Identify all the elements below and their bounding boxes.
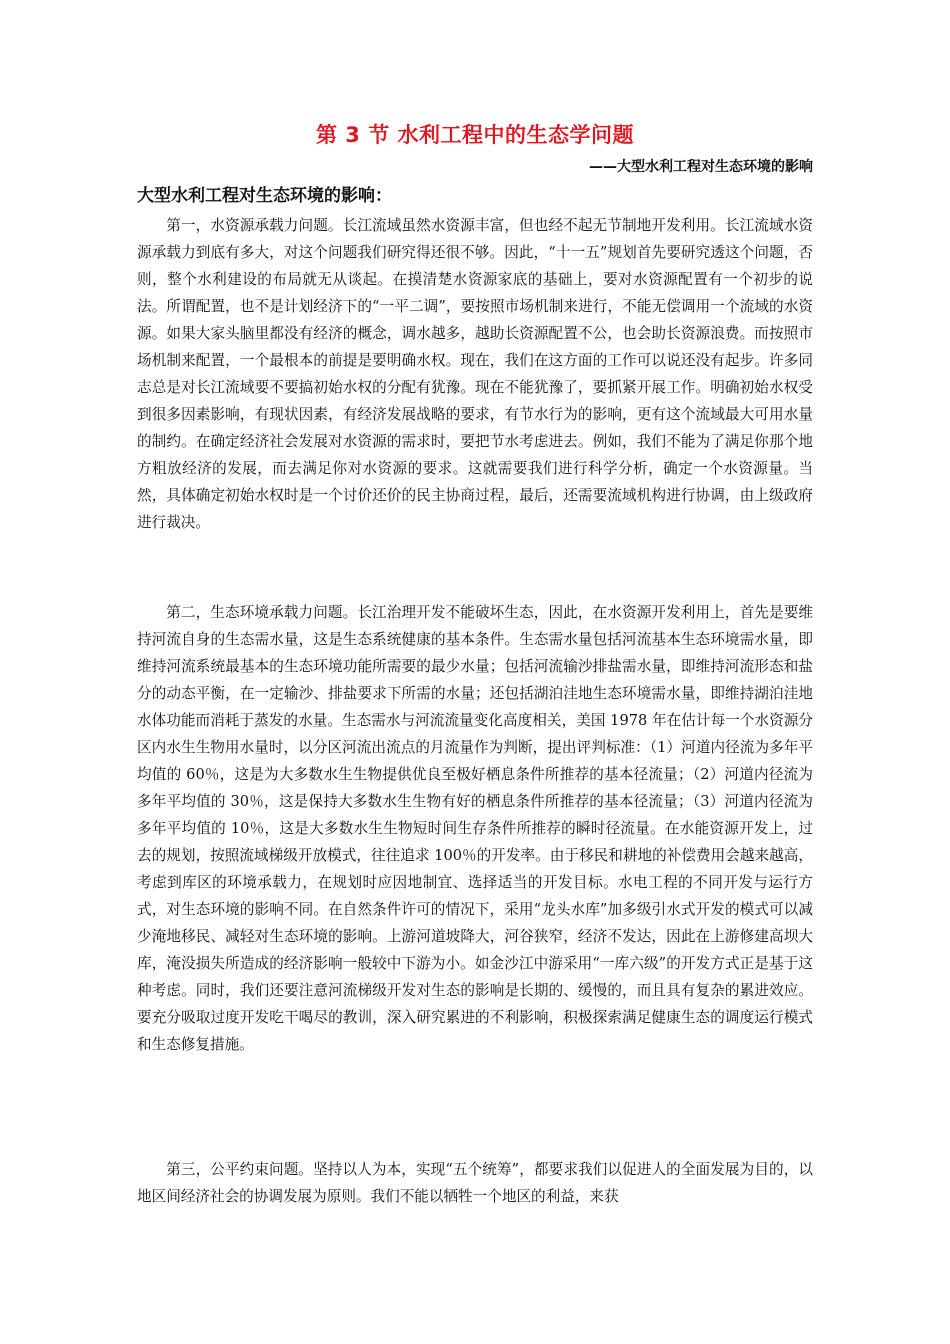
paragraph-water-resource-capacity: 第一，水资源承载力问题。长江流域虽然水资源丰富，但也经不起无节制地开发利用。长江流域水资源承载力到底有多大，对这个问题我们研究得还很不够。因此，“十一五”规划首先要研究透这个问题，否则，整个水利建设的布局就无从谈起。在摸清楚水资源家底的基础上，要对水资源配置有一个初步的说法。所谓配置，也不是计划经济下的“一平二调”，要按照市场机制来进行，不能无偿调用一个流域的水资源。如果大家头脑里都没有经济的概念，调水越多，越助长资源配置不公，也会助长资源浪费。而按照市场机制来配置，一个最根本的前提是要明确水权。现在，我们在这方面的工作可以说还没有起步。许多同志总是对长江流域要不要搞初始水权的分配有犹豫。现在不能犹豫了，要抓紧开展工作。明确初始水权受到很多因素影响，有现状因素，有经济发展战略的要求，有节水行为的影响，更有这个流域最大可用水量的制约。在确定经济社会发展对水资源的需求时，要把节水考虑进去。例如，我们不能为了满足你那个地方粗放经济的发展，而去满足你对水资源的要求。这就需要我们进行科学分析，确定一个水资源量。当然，具体确定初始水权时是一个讨价还价的民主协商过程，最后，还需要流域机构进行协调，由上级政府进行裁决。	[137, 217, 813, 531]
paragraph-fairness-constraint: 第三，公平约束问题。坚持以人为本，实现“五个统筹”，都要求我们以促进人的全面发展为目的，以地区间经济社会的协调发展为原则。我们不能以牺牲一个地区的利益，来获	[137, 1161, 813, 1205]
page-subtitle: ——大型水利工程对生态环境的影响	[589, 159, 813, 175]
page-title: 第 3 节 水利工程中的生态学问题	[315, 123, 635, 147]
paragraph-ecological-capacity: 第二，生态环境承载力问题。长江治理开发不能破坏生态，因此，在水资源开发利用上，首先是要维持河流自身的生态需水量，这是生态系统健康的基本条件。生态需水量包括河流基本生态环境需水量，即维持河流系统最基本的生态环境功能所需要的最少水量；包括河流输沙排盐需水量，即维持河流形态和盐分的动态平衡，在一定输沙、排盐要求下所需的水量；还包括湖泊洼地生态环境需水量，即维持湖泊洼地水体功能而消耗于蒸发的水量。生态需水与河流流量变化高度相关，美国 1978 年在估计每一个水资源分区内水生生物用水量时，以分区河流出流点的月流量作为判断，提出评判标准：（1）河道内径流为多年平均值的 60％，这是为大多数水生生物提供优良至极好栖息条件所推荐的基本径流量；（2）河道内径流为多年平均值的 30％，这是保持大多数水生生物有好的栖息条件所推荐的基本径流量；（3）河道内径流为多年平均值的 10％，这是大多数水生生物短时间生存条件所推荐的瞬时径流量。在水能资源开发上，过去的规划，按照流域梯级开放模式，往往追求 100％的开发率。由于移民和耕地的补偿费用会越来越高，考虑到库区的环境承载力，在规划时应因地制宜、选择适当的开发目标。水电工程的不同开发与运行方式，对生态环境的影响不同。在自然条件许可的情况下，采用“龙头水库”加多级引水式开发的模式可以减少淹地移民、减轻对生态环境的影响。上游河道坡降大，河谷狭窄，经济不发达，因此在上游修建高坝大库，淹没损失所造成的经济影响一般较中下游为小。如金沙江中游采用“一库六级”的开发方式正是基于这种考虑。同时，我们还要注意河流梯级开发对生态的影响是长期的、缓慢的，而且具有复杂的累进效应。要充分吸取过度开发吃干喝尽的教训，深入研究累进的不利影响，积极探索满足健康生态的调度运行模式和生态修复措施。	[137, 604, 813, 1053]
section-heading: 大型水利工程对生态环境的影响：	[137, 186, 392, 206]
